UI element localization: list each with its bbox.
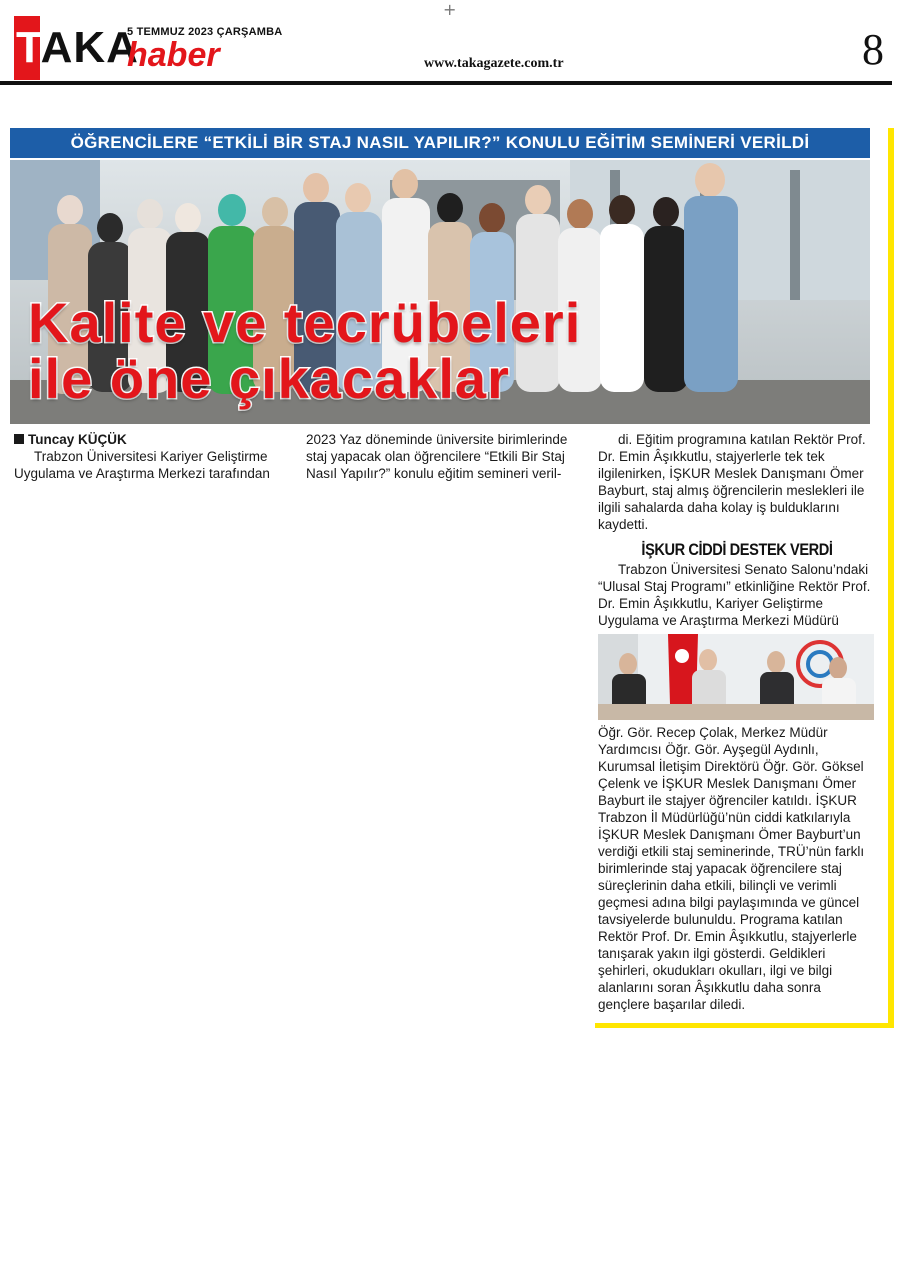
article-headline: ÖĞRENCİLERE “ETKİLİ BİR STAJ NASIL YAPILIR?” KONULU EĞİTİM SEMİNERİ VERİLDİ: [70, 133, 810, 152]
article-column-1: Trabzon Üniversitesi Kariyer Geliştirme Uygulama ve Araştırma Merkezi tarafından: [14, 449, 270, 481]
masthead-divider: [0, 81, 892, 85]
logo-taka-text: TAKA: [16, 23, 139, 72]
byline-author: Tuncay KÜÇÜK: [28, 432, 127, 447]
photo-title-line-1: Kalite ve tecrübeleri: [28, 291, 582, 354]
issue-date: 5 TEMMUZ 2023 ÇARŞAMBA: [127, 26, 283, 38]
article-column-3-part-1: di. Eğitim programına katılan Rektör Prof. Dr. Emin Âşıkkutlu, stajyerlerle tek tek ilgilenirken, İŞKUR Meslek Danışmanı Ömer Bayburt, staj almış öğrencilerin meslekleri ile ilgili sahalarda daha kolay iş bulduklarını kaydetti.: [598, 432, 866, 532]
byline: [14, 431, 127, 448]
article-subhead: İŞKUR CİDDİ DESTEK VERDİ: [641, 540, 833, 559]
logo-taka: [14, 16, 139, 80]
byline-bullet-icon: [14, 434, 24, 444]
page-number: 8: [862, 25, 884, 74]
headline-bar: [10, 128, 870, 158]
photo-title-line-2: ile öne çıkacaklar: [28, 347, 510, 410]
article-column-2: 2023 Yaz döneminde üniversite birimlerinde staj yapacak olan öğrencilere “Etkili Bir Staj Nasıl Yapılır?” konulu eğitim semineri veril-: [306, 432, 568, 481]
frame-right-border: [888, 128, 894, 1028]
article-column-3-part-2: Trabzon Üniversitesi Senato Salonu’ndaki “Ulusal Staj Programı” etkinliğine Rektör Prof. Dr. Emin Âşıkkutlu, Kariyer Geliştirme Uygulama ve Araştırma Merkezi Müdürü: [598, 562, 871, 628]
group-photo: [10, 160, 870, 424]
meeting-photo: [598, 634, 874, 720]
article-column-3-part-3: Öğr. Gör. Recep Çolak, Merkez Müdür Yardımcısı Öğr. Gör. Ayşegül Aydınlı, Kurumsal İletişim Direktörü Öğr. Gör. Göksel Çelenk ve İŞKUR Meslek Danışmanı Ömer Bayburt ile stajyer öğrenciler katıldı. İŞKUR Trabzon İl Müdürlüğü’nün ciddi katkılarıyla İŞKUR Meslek Danışmanı Ömer Bayburt’un verdiği etkili staj seminerinde, TRÜ’nün farklı birimlerinde staj yapacak öğrencilere staj süreçlerinin daha etkili, bilinçli ve verimli geçmesi adına bilgi paylaşımında ve güncel tavsiyelerde bulunuldu. Programa katılan Rektör Prof. Dr. Emin Âşıkkutlu, stajyerlerle tanışarak yakın ilgi gösterdi. Geldikleri şehirleri, okudukları okulları, ilgi ve bilgi alanlarını soran Âşıkkutlu daha sonra gençlere başarılar diledi.: [598, 725, 865, 1012]
website-url: www.takagazete.com.tr: [424, 56, 564, 71]
logo-haber: haber: [127, 36, 220, 74]
frame-bottom-border: [595, 1023, 894, 1028]
registration-mark-icon: +: [443, 0, 457, 19]
meeting-photo-image: [598, 634, 874, 720]
photo-title-overlay: [28, 291, 582, 410]
